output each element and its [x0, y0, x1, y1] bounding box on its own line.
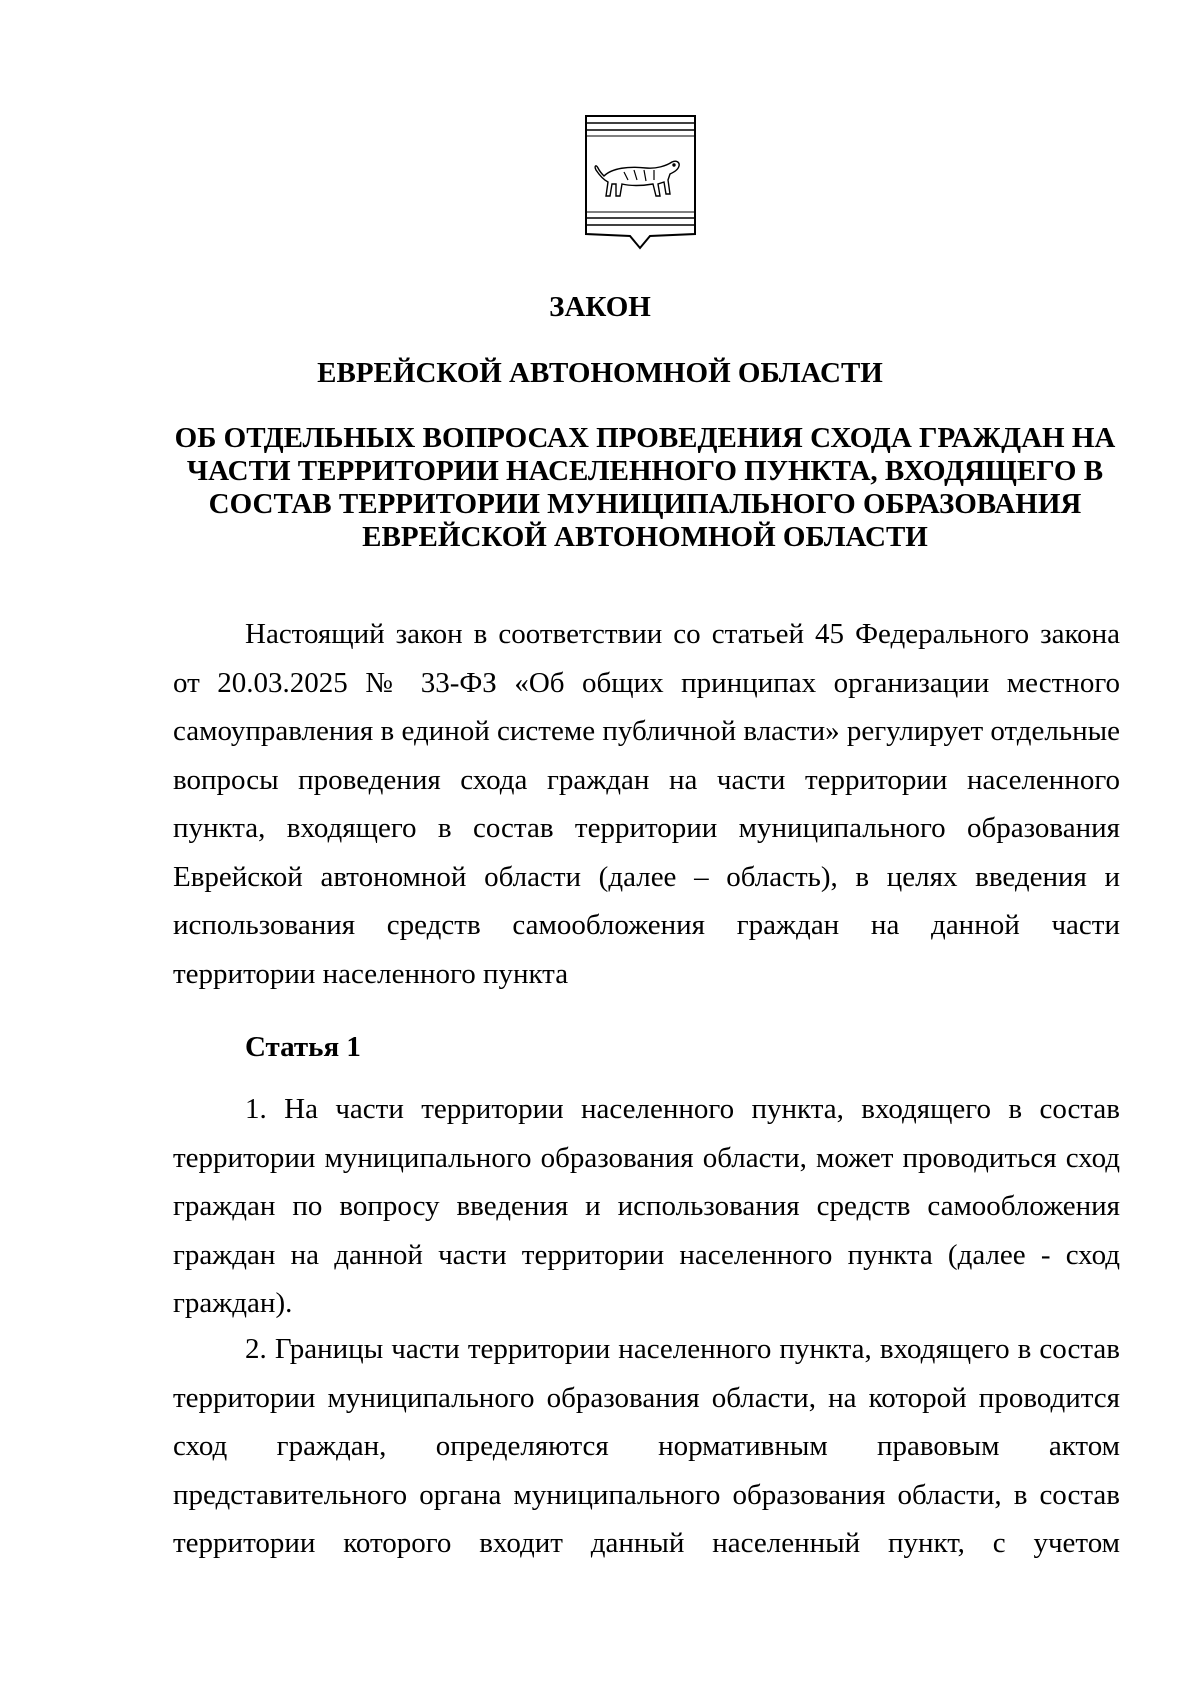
coat-of-arms-icon [584, 114, 697, 260]
article-paragraph-1: 1. На части территории населенного пункта, входящего в состав территории муниципального образования области, может проводиться сход граждан по вопросу введения и использования средств самообложения граждан на данной части территории населенного пункта (далее - сход граждан). [173, 1093, 1120, 1319]
article-heading: Статья 1 [245, 1031, 361, 1063]
region-heading: ЕВРЕЙСКОЙ АВТОНОМНОЙ ОБЛАСТИ [317, 357, 883, 389]
law-title-line: СОСТАВ ТЕРРИТОРИИ МУНИЦИПАЛЬНОГО ОБРАЗОВАНИЯ [208, 488, 1082, 520]
document-type-heading: ЗАКОН [549, 291, 651, 323]
article-paragraph-2: 2. Границы части территории населенного пункта, входящего в состав территории муниципального образования области, на которой проводится сход граждан, определяются нормативным правовым актом представительного органа муниципального образования области, в состав территории которого входит данный населенный пункт, с учетом [173, 1333, 1120, 1559]
law-title-line: ЕВРЕЙСКОЙ АВТОНОМНОЙ ОБЛАСТИ [362, 521, 928, 553]
law-title-line: ОБ ОТДЕЛЬНЫХ ВОПРОСАХ ПРОВЕДЕНИЯ СХОДА ГРАЖДАН НА [174, 422, 1116, 454]
preamble-paragraph: Настоящий закон в соответствии со статьей 45 Федерального закона от 20.03.2025 № 33-ФЗ «Об общих принципах организации местного самоуправления в единой системе публичной власти» регулирует отдельные вопросы проведения схода граждан на части территории населенного пункта, входящего в состав территории муниципального образования Еврейской автономной области (далее – область), в целях введения и использования средств самообложения граждан на данной части территории населенного пункта [173, 618, 1120, 990]
law-title-line: ЧАСТИ ТЕРРИТОРИИ НАСЕЛЕННОГО ПУНКТА, ВХОДЯЩЕГО В [186, 455, 1104, 487]
law-title [160, 422, 1130, 554]
